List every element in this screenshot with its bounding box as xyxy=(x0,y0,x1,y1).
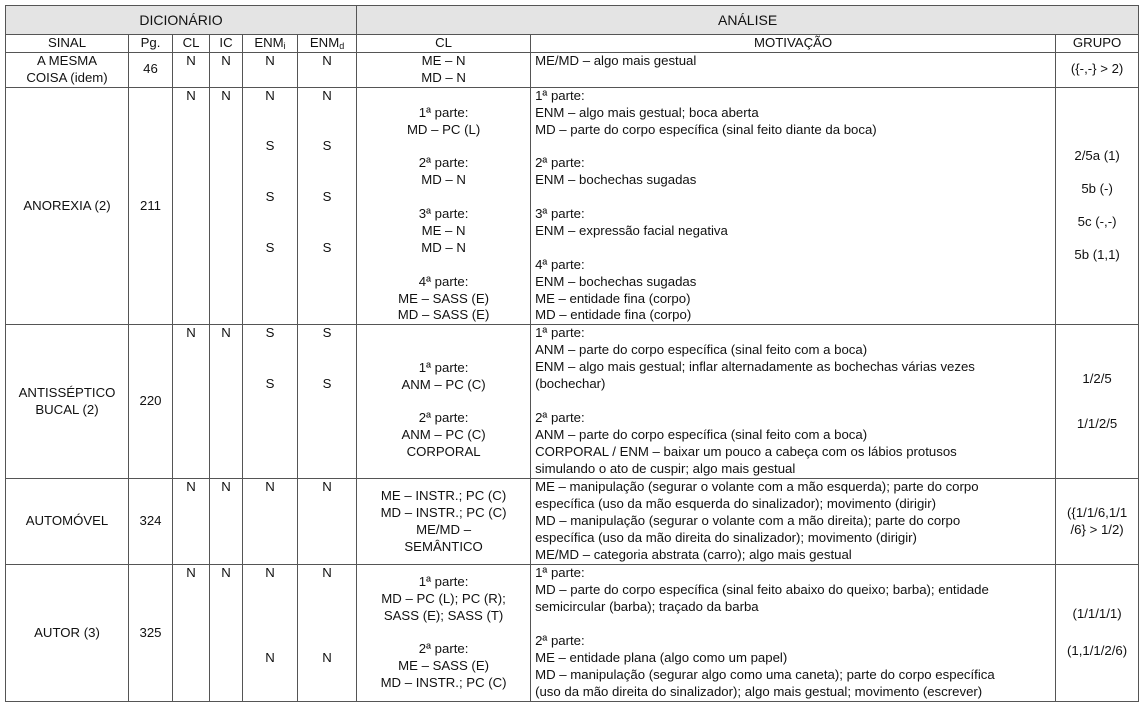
cl-line: SASS (E); SASS (T) xyxy=(383,607,504,623)
group-text: 2/5a (1) xyxy=(1074,148,1120,164)
sinal-text: COISA (idem) xyxy=(26,69,108,85)
flag-text: N xyxy=(322,649,332,665)
flag-text xyxy=(302,155,352,172)
motivation-line: ENM – algo mais gestual; boca aberta xyxy=(535,104,759,120)
motivation-line: ME – manipulação (segurar o volante com a mão esquerda); parte do corpo xyxy=(535,479,979,495)
flag-text: N xyxy=(265,87,275,103)
group-cell xyxy=(1056,87,1139,325)
flag-text: S xyxy=(322,239,332,255)
cl-line: MD – INSTR.; PC (C) xyxy=(380,504,507,520)
flag-text xyxy=(247,359,293,376)
col-header-pg: Pg. xyxy=(129,35,173,53)
group-text: (1/1/1/1) xyxy=(1072,606,1122,622)
flag-text xyxy=(302,223,352,240)
cl-line: 3ª parte: xyxy=(418,206,469,222)
table-row xyxy=(6,325,1139,479)
group-cell xyxy=(1056,52,1139,87)
motivation-cell xyxy=(531,565,1056,701)
flag-text: N xyxy=(322,87,332,103)
table-row xyxy=(6,52,1139,87)
motivation-line: CORPORAL / ENM – baixar um pouco a cabeça com os lábios protusos xyxy=(535,443,957,459)
ic-flag-cell: N xyxy=(210,87,243,325)
motivation-line xyxy=(535,138,1051,155)
flag-text xyxy=(302,105,352,122)
cl-line: 1ª parte: xyxy=(418,104,469,120)
cl-line xyxy=(361,88,526,105)
page-cell: 211 xyxy=(129,87,173,325)
group-text: 5b (-) xyxy=(1081,181,1113,197)
group-cell xyxy=(1056,325,1139,479)
flag-text: S xyxy=(265,325,275,341)
sinal-text: AUTOMÓVEL xyxy=(25,513,109,529)
group-text: 1/2/5 xyxy=(1082,370,1112,386)
motivation-cell xyxy=(531,52,1056,87)
sinal-text: AUTOR (3) xyxy=(34,624,100,640)
motivation-line: ANM – parte do corpo específica (sinal feito com a boca) xyxy=(535,426,868,442)
sinal-text: A MESMA xyxy=(36,52,98,68)
ic-flag-cell: N xyxy=(210,565,243,701)
cl-line: SEMÂNTICO xyxy=(404,538,483,554)
cl-analysis-cell xyxy=(357,479,531,565)
motivation-line: MD – entidade fina (corpo) xyxy=(535,307,692,323)
flag-text xyxy=(247,223,293,240)
ic-flag-cell: N xyxy=(210,479,243,565)
motivation-line: específica (uso da mão esquerda do sinalizador); movimento (dirigir) xyxy=(535,496,937,512)
cl-line: 2ª parte: xyxy=(418,410,469,426)
flag-text xyxy=(302,342,352,359)
flag-text: S xyxy=(322,325,332,341)
cl-line: 4ª parte: xyxy=(418,273,469,289)
flag-text xyxy=(302,359,352,376)
cl-analysis-cell xyxy=(357,565,531,701)
motivation-line xyxy=(535,189,1051,206)
flag-text xyxy=(302,172,352,189)
flag-text: S xyxy=(265,189,275,205)
motivation-line: ME/MD – categoria abstrata (carro); algo mais gestual xyxy=(535,546,852,562)
cl-flag-cell: N xyxy=(173,87,210,325)
flag-text xyxy=(247,206,293,223)
cl-line: MD – N xyxy=(421,172,466,188)
flag-text xyxy=(302,616,352,633)
flag-text xyxy=(247,342,293,359)
cl-line: MD – PC (L); PC (R); xyxy=(381,590,506,606)
flag-text xyxy=(247,155,293,172)
sinal-text: BUCAL (2) xyxy=(35,401,99,417)
page-cell: 46 xyxy=(129,52,173,87)
col-header-enm-d: $ENM_d$ xyxy=(298,35,357,53)
flag-text: S xyxy=(265,239,275,255)
motivation-line: 2ª parte: xyxy=(535,632,585,648)
flag-text xyxy=(302,122,352,139)
cl-line: 1ª parte: xyxy=(418,359,469,375)
cl-line xyxy=(361,343,526,360)
cl-line: MD – N xyxy=(421,239,466,255)
motivation-line: 2ª parte: xyxy=(535,155,585,171)
motivation-line: ME – entidade plana (algo como um papel) xyxy=(535,649,788,665)
flag-text xyxy=(247,105,293,122)
cl-line: MD – PC (L) xyxy=(406,121,481,137)
motivation-line: 4ª parte: xyxy=(535,256,585,272)
cl-line: 2ª parte: xyxy=(418,155,469,171)
motivation-line: 2ª parte: xyxy=(535,409,585,425)
group-text: (1,1/1/2/6) xyxy=(1067,642,1128,658)
group-cell xyxy=(1056,479,1139,565)
flag-text xyxy=(302,633,352,650)
table-row xyxy=(6,479,1139,565)
sinal-cell xyxy=(6,325,129,479)
col-header-grupo: GRUPO xyxy=(1056,35,1139,53)
enmd-flag-cell xyxy=(298,87,357,325)
group-text: 5c (-,-) xyxy=(1077,214,1117,230)
cl-line: ME – INSTR.; PC (C) xyxy=(380,488,507,504)
flag-text xyxy=(247,599,293,616)
analysis-table xyxy=(5,5,1139,702)
motivation-line: ENM – expressão facial negativa xyxy=(535,222,728,238)
section-header-dicionario: DICIONÁRIO xyxy=(6,6,357,35)
cl-analysis-cell xyxy=(357,325,531,479)
flag-text xyxy=(302,582,352,599)
motivation-line: 1ª parte: xyxy=(535,325,585,341)
table-row xyxy=(6,565,1139,701)
sinal-cell xyxy=(6,479,129,565)
motivation-cell xyxy=(531,325,1056,479)
motivation-line: simulando o ato de cuspir; algo mais gestual xyxy=(535,460,796,476)
flag-text xyxy=(247,122,293,139)
page-cell: 220 xyxy=(129,325,173,479)
flag-text xyxy=(247,616,293,633)
ic-flag-cell: N xyxy=(210,52,243,87)
motivation-line: 3ª parte: xyxy=(535,206,585,222)
motivation-line xyxy=(535,393,1051,410)
enmi-flag-cell xyxy=(243,565,298,701)
motivation-line: MD – manipulação (segurar algo como uma caneta); parte do corpo específica xyxy=(535,666,995,682)
cl-line: ANM – PC (C) xyxy=(401,376,486,392)
table-row xyxy=(6,87,1139,325)
flag-text: S xyxy=(322,138,332,154)
col-header-cl: CL xyxy=(173,35,210,53)
flag-text: S xyxy=(265,376,275,392)
motivation-line xyxy=(535,240,1051,257)
motivation-line: ENM – bochechas sugadas xyxy=(535,273,697,289)
enmd-flag-cell: N xyxy=(298,479,357,565)
motivation-line: MD – parte do corpo específica (sinal feito diante da boca) xyxy=(535,121,877,137)
enmd-flag-cell xyxy=(298,565,357,701)
motivation-line: (bochechar) xyxy=(535,376,606,392)
cl-analysis-cell xyxy=(357,87,531,325)
enmd-flag-cell: N xyxy=(298,52,357,87)
col-header-motivacao: MOTIVAÇÃO xyxy=(531,35,1056,53)
flag-text: N xyxy=(265,565,275,581)
enmd-flag-cell xyxy=(298,325,357,479)
motivation-line: MD – manipulação (segurar o volante com a mão direita); parte do corpo xyxy=(535,513,961,529)
cl-line: CORPORAL xyxy=(406,444,481,460)
ic-flag-cell: N xyxy=(210,325,243,479)
section-header-analise: ANÁLISE xyxy=(357,6,1139,35)
col-header-sinal: SINAL xyxy=(6,35,129,53)
cl-flag-cell: N xyxy=(173,565,210,701)
motivation-line: ANM – parte do corpo específica (sinal feito com a boca) xyxy=(535,342,868,358)
enmi-flag-cell: N xyxy=(243,479,298,565)
cl-line: ME – SASS (E) xyxy=(398,658,490,674)
cl-line xyxy=(361,257,526,274)
group-cell xyxy=(1056,565,1139,701)
group-text: ({1/1/6,1/1 xyxy=(1067,504,1128,520)
motivation-line: 1ª parte: xyxy=(535,565,585,581)
motivation-cell xyxy=(531,87,1056,325)
cl-line: 1ª parte: xyxy=(418,573,469,589)
flag-text xyxy=(302,206,352,223)
motivation-line: ME/MD – algo mais gestual xyxy=(535,52,697,68)
cl-line: ANM – PC (C) xyxy=(401,427,486,443)
cl-flag-cell: N xyxy=(173,479,210,565)
cl-line: MD – INSTR.; PC (C) xyxy=(380,675,507,691)
sinal-cell xyxy=(6,565,129,701)
cl-flag-cell: N xyxy=(173,52,210,87)
motivation-line: 1ª parte: xyxy=(535,87,585,103)
flag-text xyxy=(302,599,352,616)
group-text: 1/1/2/5 xyxy=(1076,415,1118,431)
col-header-enm-i: $ENM_i$ xyxy=(243,35,298,53)
cl-line xyxy=(361,189,526,206)
page-cell: 325 xyxy=(129,565,173,701)
cl-analysis-cell xyxy=(357,52,531,87)
flag-text: S xyxy=(265,138,275,154)
col-header-cl-analise: CL xyxy=(357,35,531,53)
cl-line: MD – SASS (E) xyxy=(397,307,490,323)
motivation-line: ME – entidade fina (corpo) xyxy=(535,290,691,306)
flag-text: S xyxy=(322,189,332,205)
sinal-cell xyxy=(6,52,129,87)
motivation-line: (uso da mão direita do sinalizador); algo mais gestual; movimento (escrever) xyxy=(535,683,983,699)
enmi-flag-cell: N xyxy=(243,52,298,87)
cl-line xyxy=(361,138,526,155)
motivation-line xyxy=(535,616,1051,633)
page-cell: 324 xyxy=(129,479,173,565)
flag-text: S xyxy=(322,376,332,392)
cl-line xyxy=(361,393,526,410)
motivation-line: MD – parte do corpo específica (sinal feito abaixo do queixo; barba); entidade xyxy=(535,582,989,598)
cl-line: ME – SASS (E) xyxy=(398,290,490,306)
cl-line: 2ª parte: xyxy=(418,641,469,657)
sinal-text: ANOREXIA (2) xyxy=(23,197,111,213)
group-text: /6} > 1/2) xyxy=(1070,521,1124,537)
sinal-text: ANTISSÉPTICO xyxy=(18,384,116,400)
group-text: ({-,-} > 2) xyxy=(1070,61,1124,77)
cl-line xyxy=(361,625,526,642)
motivation-line: específica (uso da mão direita do sinalizador); movimento (dirigir) xyxy=(535,530,917,546)
motivation-line: semicircular (barba); traçado da barba xyxy=(535,599,759,615)
sinal-cell xyxy=(6,87,129,325)
group-text: 5b (1,1) xyxy=(1074,246,1120,262)
cl-line: ME – N xyxy=(421,222,466,238)
col-header-ic: IC xyxy=(210,35,243,53)
flag-text: N xyxy=(322,565,332,581)
motivation-line: ENM – algo mais gestual; inflar alternadamente as bochechas várias vezes xyxy=(535,359,975,375)
enmi-flag-cell xyxy=(243,325,298,479)
flag-text xyxy=(247,582,293,599)
flag-text: N xyxy=(265,649,275,665)
cl-line: ME/MD – xyxy=(416,521,472,537)
motivation-cell xyxy=(531,479,1056,565)
flag-text xyxy=(247,633,293,650)
flag-text xyxy=(247,172,293,189)
enmi-flag-cell xyxy=(243,87,298,325)
motivation-line: ENM – bochechas sugadas xyxy=(535,172,697,188)
cl-flag-cell: N xyxy=(173,325,210,479)
cl-line: MD – N xyxy=(421,69,466,85)
cl-line: ME – N xyxy=(421,52,466,68)
